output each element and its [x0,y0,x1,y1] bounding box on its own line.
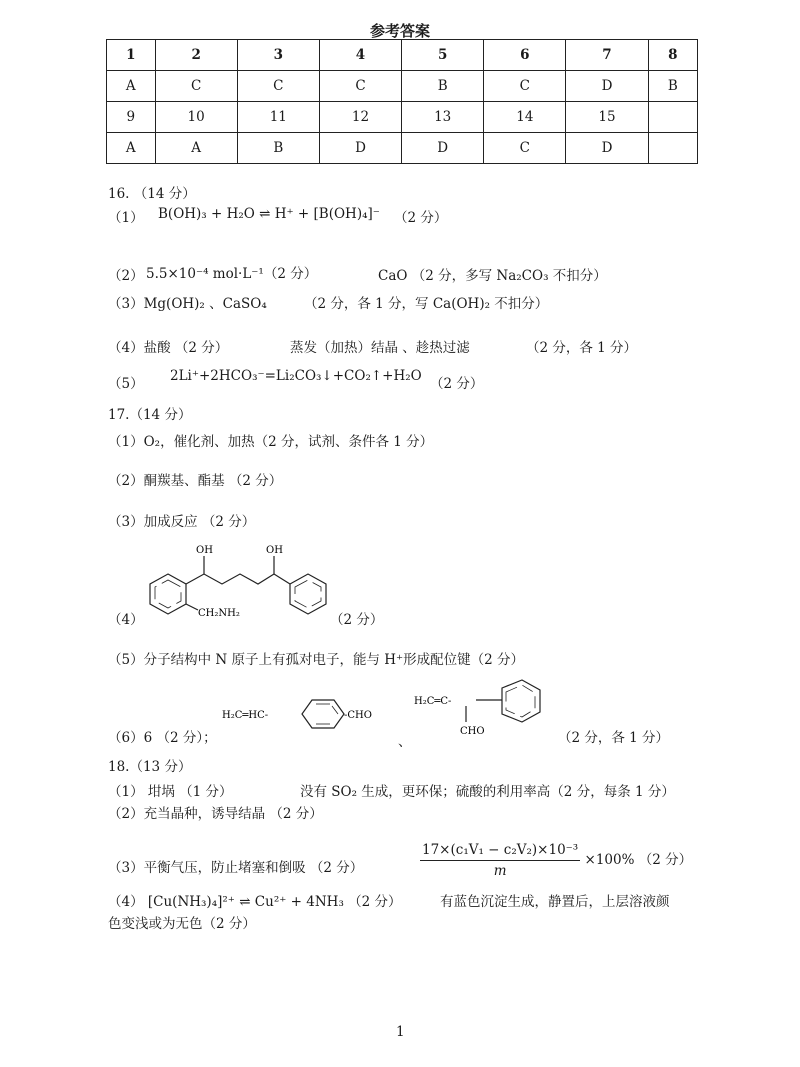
table-cell: C [484,71,566,102]
table-cell [648,133,697,164]
q16-p4-answer: 蒸发（加热）结晶 、趁热过滤 [290,340,470,356]
q18-p4-answer-cont: 色变浅或为无色（2 分） [108,916,256,932]
q17-p6-s2-top: H₂C═C- [414,696,452,707]
q16-p2-answer: CaO （2 分，多写 Na₂CO₃ 不扣分） [378,268,607,284]
table-cell: 2 [155,40,237,71]
table-cell: D [566,71,648,102]
table-cell: 8 [648,40,697,71]
q18-p4-answer: 有蓝色沉淀生成，静置后，上层溶液颜 [440,894,670,910]
q17-p6-structure-1 [222,684,402,744]
q18-p3-denominator: m [493,863,507,879]
table-cell: 12 [319,102,401,133]
table-row [107,102,698,133]
q16-p1-equation: B(OH)₃ + H₂O ⇌ H⁺ + [B(OH)₄]⁻ [158,206,380,222]
table-cell: B [237,133,319,164]
q18-header: 18.（13 分） [108,759,192,775]
q17-p4-oh2: OH [266,545,283,556]
table-cell: 7 [566,40,648,71]
table-cell: 11 [237,102,319,133]
q16-p5-equation: 2Li⁺+2HCO₃⁻=Li₂CO₃↓+CO₂↑+H₂O [170,368,422,384]
table-cell: A [107,133,156,164]
table-cell: 9 [107,102,156,133]
q18-p3-numerator: 17×(c₁V₁ − c₂V₂)×10⁻³ [420,842,580,861]
q18-p3: （3）平衡气压，防止堵塞和倒吸 （2 分） [108,860,364,876]
q16-p4-score: （2 分，各 1 分） [526,340,638,356]
table-row [107,71,698,102]
answer-table [106,39,698,164]
q18-p3-fraction [420,842,580,879]
q18-p1-answer: 没有 SO₂ 生成，更环保；硫酸的利用率高（2 分，每条 1 分） [300,784,675,800]
table-cell: D [566,133,648,164]
q18-p2: （2）充当晶种，诱导结晶 （2 分） [108,806,323,822]
q17-p4-score: （2 分） [330,612,384,628]
q17-p6-s1-right: -CHO [344,710,372,721]
table-cell: 1 [107,40,156,71]
q17-p6-s1-left: H₂C═HC- [222,710,269,721]
q17-p6-structure-2 [414,676,554,746]
q18-p3-tail: ×100% （2 分） [584,852,693,868]
table-cell: A [107,71,156,102]
q17-p4-oh1: OH [196,545,213,556]
q16-p5-score: （2 分） [430,376,484,392]
table-cell: C [237,71,319,102]
table-cell: 10 [155,102,237,133]
q17-p4-group: CH₂NH₂ [198,608,240,619]
q17-p5: （5）分子结构中 N 原子上有孤对电子，能与 H⁺形成配位键（2 分） [108,652,525,668]
q16-p2-label: （2） [108,268,144,284]
table-cell: C [155,71,237,102]
table-cell: B [402,71,484,102]
q16-p1-label: （1） [108,210,144,226]
q16-p3-score: （2 分，各 1 分，写 Ca(OH)₂ 不扣分） [304,296,549,312]
q17-p3: （3）加成反应 （2 分） [108,514,256,530]
table-cell: 5 [402,40,484,71]
table-cell: 15 [566,102,648,133]
page-title: 参考答案 [369,22,430,40]
q16-header: 16. （14 分） [108,186,196,202]
table-cell: D [319,133,401,164]
q17-p4-structure [138,540,338,630]
table-cell: B [648,71,697,102]
q16-p1-score: （2 分） [394,210,448,226]
q17-p6-separator: 、 [398,734,412,750]
table-cell: C [319,71,401,102]
table-row [107,40,698,71]
q18-p3-formula [420,842,692,879]
page-number: 1 [396,1024,405,1040]
q17-p2: （2）酮羰基、酯基 （2 分） [108,473,283,489]
q17-p4-label: （4） [108,612,144,628]
table-cell: 14 [484,102,566,133]
q16-p3: （3）Mg(OH)₂ 、CaSO₄ [108,296,267,312]
q16-p5-label: （5） [108,376,144,392]
table-cell: A [155,133,237,164]
q16-p2-value: 5.5×10⁻⁴ mol·L⁻¹（2 分） [146,266,318,282]
table-row [107,133,698,164]
q18-p1: （1） 坩埚 （1 分） [108,784,233,800]
table-cell: 6 [484,40,566,71]
q17-p6-label: （6）6 （2 分）； [108,730,217,746]
q18-p4: （4） [Cu(NH₃)₄]²⁺ ⇌ Cu²⁺ + 4NH₃ （2 分） [108,894,402,910]
q17-p6-score: （2 分，各 1 分） [558,730,670,746]
q16-p4: （4）盐酸 （2 分） [108,340,229,356]
q17-header: 17.（14 分） [108,407,192,423]
table-cell: 4 [319,40,401,71]
table-cell [648,102,697,133]
table-cell: D [402,133,484,164]
table-cell: C [484,133,566,164]
q17-p1: （1）O₂，催化剂、加热（2 分，试剂、条件各 1 分） [108,434,434,450]
q17-p6-s2-bottom: CHO [460,726,485,737]
table-cell: 13 [402,102,484,133]
table-cell: 3 [237,40,319,71]
